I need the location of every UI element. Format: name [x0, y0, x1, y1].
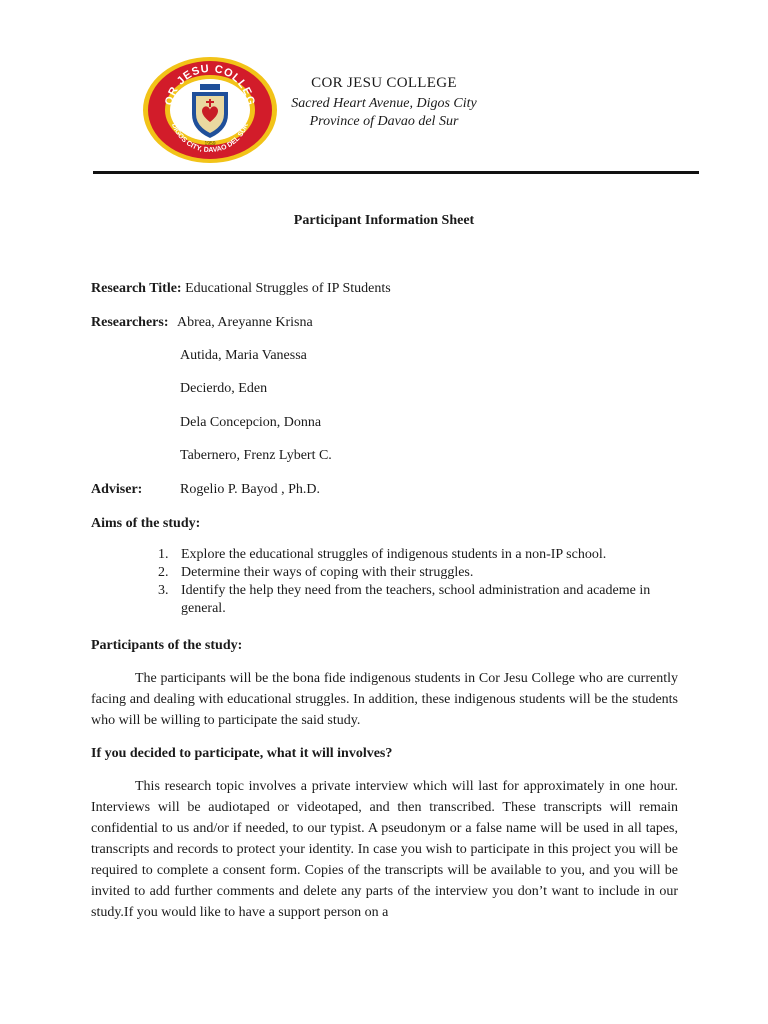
svg-text:DIGOS CITY, DAVAO DEL SUR: DIGOS CITY, DAVAO DEL SUR — [169, 122, 251, 155]
research-title-value: Educational Struggles of IP Students — [185, 281, 391, 296]
involvement-paragraph: This research topic involves a private interview which will last for approximately in one hour. Interviews will be audiotaped or videotaped, and then transcribed. These transcripts will remain confidential to us and/or if needed, to our typist. A pseudonym or a false name will be used in all tapes, transcripts and records to protect your identity. In case you wish to participate in this project you will be required to complete a consent form. Copies of the transcripts will be available to you, and you will be invited to add further comments and delete any parts of the interview you don’t want to include in our study.If you would like to have a support person on a — [91, 779, 678, 920]
researcher-name: Tabernero, Frenz Lybert C. — [180, 448, 332, 463]
researchers-label: Researchers: — [91, 315, 169, 330]
header-divider — [93, 171, 699, 174]
list-number: 2. — [158, 565, 169, 580]
aims-heading: Aims of the study: — [91, 516, 201, 531]
svg-text:1959: 1959 — [204, 141, 216, 147]
page-title: Participant Information Sheet — [293, 213, 475, 228]
list-text: Identify the help they need from the teachers, school administration and academe in general. — [181, 583, 651, 616]
adviser-label: Adviser: — [91, 482, 143, 497]
college-province: Province of Davao del Sur — [309, 114, 459, 129]
list-item — [155, 582, 675, 618]
college-logo — [142, 56, 278, 164]
research-title-label: Research Title: — [91, 281, 182, 296]
aims-list — [155, 546, 675, 618]
participants-heading: Participants of the study: — [91, 638, 243, 653]
participants-paragraph: The participants will be the bona fide indigenous students in Cor Jesu College who are currently facing and dealing with educational struggles. In addition, these indigenous students will be the students who will be willing to participate the said study. — [91, 671, 678, 728]
research-title-row — [91, 281, 391, 297]
college-name: COR JESU COLLEGE — [311, 75, 457, 91]
involvement-heading: If you decided to participate, what it will involves? — [91, 746, 393, 761]
researcher-name: Decierdo, Eden — [180, 381, 268, 396]
adviser-value: Rogelio P. Bayod , Ph.D. — [180, 482, 321, 497]
list-text: Explore the educational struggles of indigenous students in a non-IP school. — [181, 547, 607, 562]
list-text: Determine their ways of coping with their struggles. — [181, 565, 474, 580]
college-address: Sacred Heart Avenue, Digos City — [291, 96, 477, 111]
list-item — [155, 546, 675, 564]
list-number: 1. — [158, 547, 169, 562]
researcher-name: Abrea, Areyanne Krisna — [177, 315, 313, 330]
svg-text:COR JESU COLLEGE: OR JESU COLLEG — [163, 62, 257, 107]
list-item — [155, 564, 675, 582]
researcher-name: Dela Concepcion, Donna — [180, 415, 322, 430]
list-number: 3. — [158, 583, 169, 598]
researcher-name: Autida, Maria Vanessa — [180, 348, 307, 363]
